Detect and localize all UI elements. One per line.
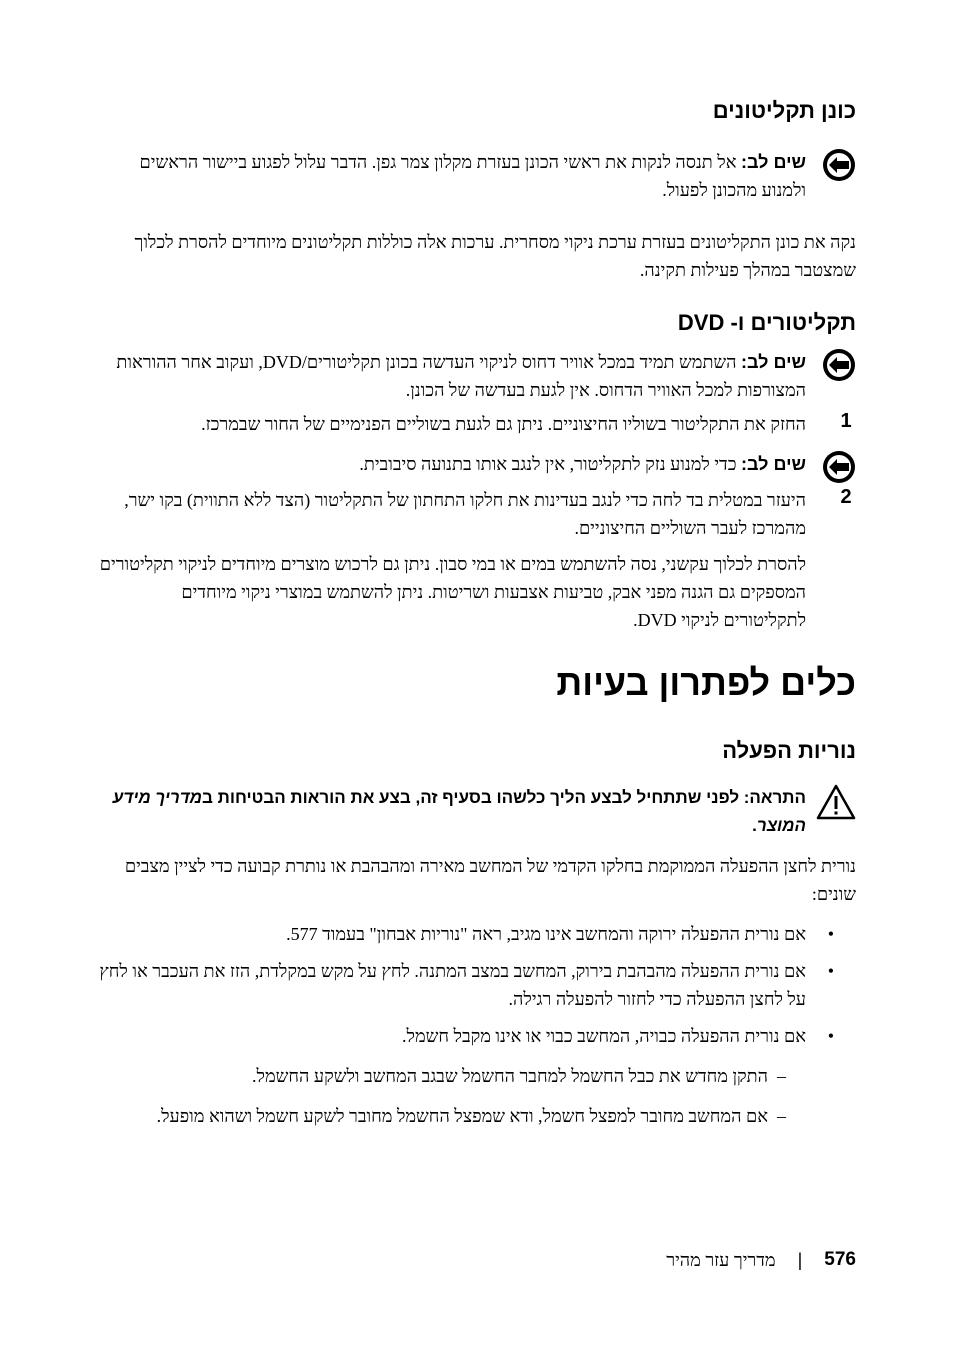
sub-list-item-text: התקן מחדש את כבל החשמל למחבר החשמל שבגב המחשב ולשקע החשמל. [252,1066,768,1086]
bullet-mark: • [827,1026,834,1046]
notice-dvd [98,348,856,406]
step-number: 2 [840,486,852,508]
page-number: 576 [824,1249,856,1270]
page-footer [666,1248,856,1272]
footer-separator: | [797,1250,803,1270]
section-title-dvd: תקליטורים ו- DVD [677,310,856,335]
notice-step [98,450,856,482]
notice-icon [822,450,856,484]
notice-icon [822,148,856,182]
section-title-power: נוריות הפעלה [722,738,856,763]
list-item-text: אם נורית ההפעלה כבויה, המחשב כבוי או אינו מקבל חשמל. [402,1026,806,1046]
footer-guide-name: מדריך עזר מהיר [666,1250,776,1270]
sub-list-item-text: אם המחשב מחובר למפצל חשמל, ודא שמפצל החשמל מחובר לשקע חשמל ושהוא מופעל. [156,1106,768,1126]
bullet-mark: • [827,924,834,944]
paragraph-power: נורית לחצן ההפעלה הממוקמת בחלקו הקדמי של המחשב מאירה ומהבהבת או נותרת קבועה כדי לציין מצבים שונים: [124,856,856,904]
notice-text: שים לב: השתמש תמיד במכל אוויר דחוס לניקוי העדשה בכונן תקליטורים/DVD, ועקוב אחר ההוראות המצורפות למכל האוויר הדחוס. אין לגעת בעדשה של הכונן. [116,352,806,400]
warning-guide-name: מדריך מידע המוצר [112,788,806,835]
paragraph-dvd: להסרת לכלוך עקשני, נסה להשתמש במים או במי סבון. ניתן גם לרכוש מוצרים מיוחדים לניקוי תקליטורים המספקים גם הגנה מפני אבק, טביעות אצבעות ושריטות. ניתן להשתמש במוצרי ניקוי מיוחדים לתקליטורים לניקוי DVD. [99,554,806,630]
step-1 [98,410,856,440]
warning-text: התראה: לפני שתתחיל לבצע הליך כלשהו בסעיף זה, בצע את הוראות הבטיחות במדריך מידע המוצר. [112,788,806,835]
paragraph-floppy: נקה את כונן התקליטונים בעזרת ערכת ניקוי מסחרית. ערכות אלה כוללות תקליטונים מיוחדים להסרת לכלוך שמצטבר במהלך פעילות תקינה. [134,232,856,280]
notice-floppy [98,148,856,208]
dash-mark: – [777,1066,786,1086]
bullet-mark: • [827,961,834,981]
step-number: 1 [840,410,852,432]
section-title-floppy: כונן תקליטונים [712,98,856,123]
notice-icon [822,348,856,382]
notice-text: שים לב: כדי למנוע נזק לתקליטור, אין לנגב אותו בתנועה סיבובית. [359,454,806,474]
notice-text: שים לב: אל תנסה לנקות את ראשי הכונן בעזרת מקלון צמר גפן. הדבר עלול לפגוע ביישור הראשים ולמנוע מהכונן לפעול. [139,152,806,200]
step-text: החזק את התקליטור בשוליו החיצוניים. ניתן גם לגעת בשוליים הפנימיים של החור שבמרכז. [201,414,806,434]
warning-box [98,784,856,840]
dash-mark: – [777,1106,786,1126]
chapter-title: כלים לפתרון בעיות [556,662,856,703]
list-item-text: אם נורית ההפעלה ירוקה והמחשב אינו מגיב, ראה "נוריות אבחון" בעמוד 577. [286,924,806,944]
document-page [98,0,856,1352]
step-text: היעזר במטלית בד לחה כדי לנגב בעדינות את חלקו התחתון של התקליטור (הצד ללא התווית) בקו ישר, מהמרכז לעבר השוליים החיצוניים. [124,490,806,538]
list-item-text: אם נורית ההפעלה מהבהבת בירוק, המחשב במצב המתנה. לחץ על מקש במקלדת, הזז את העכבר או לחץ על לחצן ההפעלה כדי לחזור להפעלה רגילה. [99,961,806,1009]
warning-triangle-icon [816,784,856,820]
step-2 [98,486,856,544]
